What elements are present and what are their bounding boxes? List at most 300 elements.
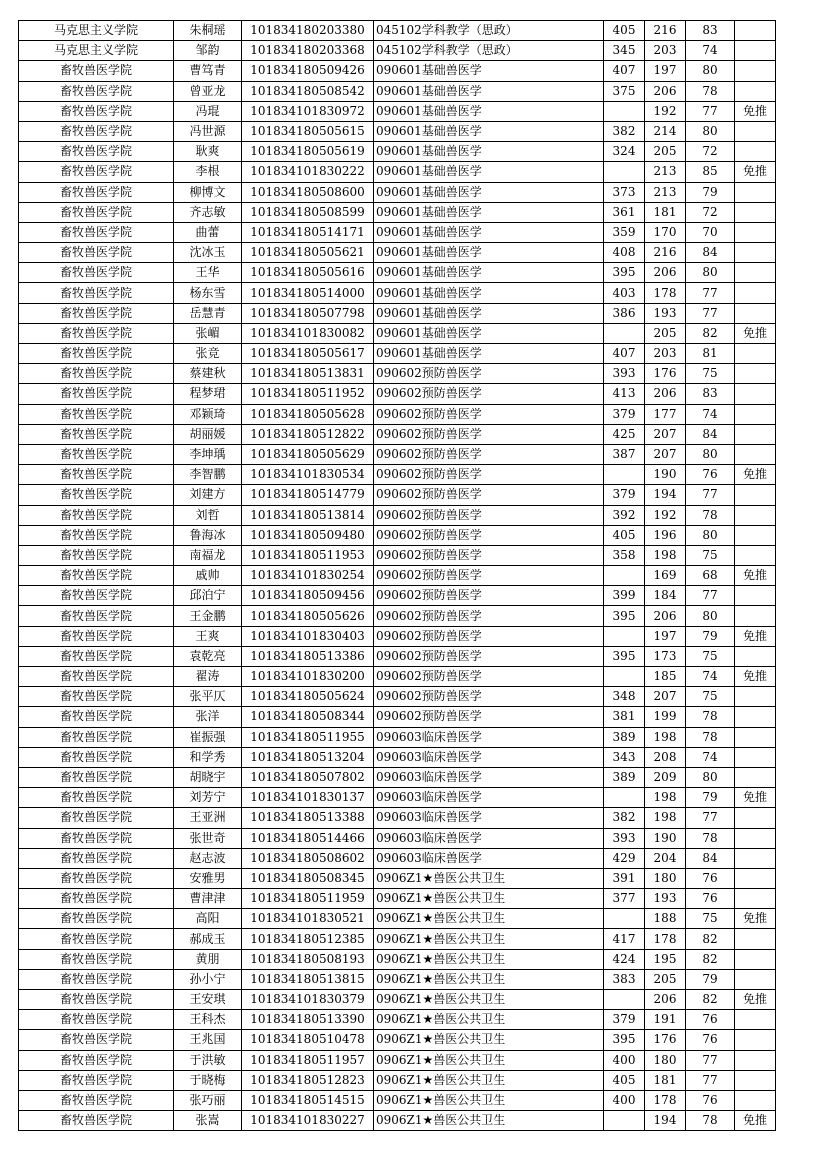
total-score-cell: 77 bbox=[686, 586, 735, 606]
table-row bbox=[19, 222, 776, 242]
exam-id-cell: 101834180508193 bbox=[242, 949, 374, 969]
retest-score-cell: 208 bbox=[645, 747, 686, 767]
name-cell: 于晓梅 bbox=[174, 1070, 242, 1090]
note-cell bbox=[735, 364, 776, 384]
table-row bbox=[19, 767, 776, 787]
retest-score-cell: 206 bbox=[645, 990, 686, 1010]
initial-score-cell: 373 bbox=[604, 182, 645, 202]
exam-id-cell: 101834101830254 bbox=[242, 566, 374, 586]
table-row bbox=[19, 626, 776, 646]
note-cell bbox=[735, 21, 776, 41]
major-cell: 090601基础兽医学 bbox=[374, 263, 604, 283]
initial-score-cell: 389 bbox=[604, 727, 645, 747]
major-cell: 090602预防兽医学 bbox=[374, 384, 604, 404]
name-cell: 冯世源 bbox=[174, 121, 242, 141]
initial-score-cell: 413 bbox=[604, 384, 645, 404]
college-cell: 畜牧兽医学院 bbox=[19, 848, 174, 868]
table-row bbox=[19, 21, 776, 41]
name-cell: 翟涛 bbox=[174, 667, 242, 687]
total-score-cell: 79 bbox=[686, 969, 735, 989]
table-row bbox=[19, 323, 776, 343]
major-cell: 090601基础兽医学 bbox=[374, 222, 604, 242]
retest-score-cell: 194 bbox=[645, 485, 686, 505]
name-cell: 耿爽 bbox=[174, 142, 242, 162]
table-row bbox=[19, 61, 776, 81]
exam-id-cell: 101834180508602 bbox=[242, 848, 374, 868]
note-cell: 免推 bbox=[735, 1111, 776, 1131]
name-cell: 张洋 bbox=[174, 707, 242, 727]
college-cell: 畜牧兽医学院 bbox=[19, 1070, 174, 1090]
total-score-cell: 80 bbox=[686, 61, 735, 81]
exam-id-cell: 101834180505621 bbox=[242, 243, 374, 263]
exam-id-cell: 101834101830534 bbox=[242, 465, 374, 485]
college-cell: 畜牧兽医学院 bbox=[19, 182, 174, 202]
major-cell: 0906Z1★兽医公共卫生 bbox=[374, 929, 604, 949]
note-cell bbox=[735, 202, 776, 222]
total-score-cell: 79 bbox=[686, 182, 735, 202]
exam-id-cell: 101834101830403 bbox=[242, 626, 374, 646]
retest-score-cell: 214 bbox=[645, 121, 686, 141]
table-row bbox=[19, 545, 776, 565]
total-score-cell: 74 bbox=[686, 41, 735, 61]
initial-score-cell: 395 bbox=[604, 646, 645, 666]
name-cell: 赵志波 bbox=[174, 848, 242, 868]
table-row bbox=[19, 465, 776, 485]
initial-score-cell: 389 bbox=[604, 767, 645, 787]
initial-score-cell: 324 bbox=[604, 142, 645, 162]
retest-score-cell: 193 bbox=[645, 303, 686, 323]
college-cell: 畜牧兽医学院 bbox=[19, 707, 174, 727]
total-score-cell: 74 bbox=[686, 747, 735, 767]
total-score-cell: 70 bbox=[686, 222, 735, 242]
name-cell: 齐志敏 bbox=[174, 202, 242, 222]
retest-score-cell: 196 bbox=[645, 525, 686, 545]
initial-score-cell bbox=[604, 465, 645, 485]
total-score-cell: 77 bbox=[686, 485, 735, 505]
total-score-cell: 77 bbox=[686, 1070, 735, 1090]
major-cell: 0906Z1★兽医公共卫生 bbox=[374, 969, 604, 989]
retest-score-cell: 209 bbox=[645, 767, 686, 787]
retest-score-cell: 207 bbox=[645, 444, 686, 464]
total-score-cell: 76 bbox=[686, 1010, 735, 1030]
name-cell: 郝成玉 bbox=[174, 929, 242, 949]
total-score-cell: 75 bbox=[686, 687, 735, 707]
note-cell: 免推 bbox=[735, 465, 776, 485]
note-cell bbox=[735, 545, 776, 565]
total-score-cell: 80 bbox=[686, 525, 735, 545]
exam-id-cell: 101834180513386 bbox=[242, 646, 374, 666]
major-cell: 090602预防兽医学 bbox=[374, 404, 604, 424]
note-cell bbox=[735, 929, 776, 949]
college-cell: 畜牧兽医学院 bbox=[19, 909, 174, 929]
note-cell bbox=[735, 303, 776, 323]
note-cell: 免推 bbox=[735, 101, 776, 121]
major-cell: 090602预防兽医学 bbox=[374, 364, 604, 384]
note-cell: 免推 bbox=[735, 990, 776, 1010]
table-row bbox=[19, 505, 776, 525]
name-cell: 崔振强 bbox=[174, 727, 242, 747]
total-score-cell: 82 bbox=[686, 949, 735, 969]
major-cell: 045102学科教学（思政） bbox=[374, 41, 604, 61]
note-cell bbox=[735, 182, 776, 202]
initial-score-cell bbox=[604, 323, 645, 343]
major-cell: 090603临床兽医学 bbox=[374, 788, 604, 808]
exam-id-cell: 101834180509426 bbox=[242, 61, 374, 81]
college-cell: 畜牧兽医学院 bbox=[19, 747, 174, 767]
name-cell: 南福龙 bbox=[174, 545, 242, 565]
name-cell: 王金鹏 bbox=[174, 606, 242, 626]
name-cell: 高阳 bbox=[174, 909, 242, 929]
college-cell: 畜牧兽医学院 bbox=[19, 424, 174, 444]
retest-score-cell: 169 bbox=[645, 566, 686, 586]
total-score-cell: 78 bbox=[686, 727, 735, 747]
major-cell: 090602预防兽医学 bbox=[374, 485, 604, 505]
name-cell: 王华 bbox=[174, 263, 242, 283]
name-cell: 张巧丽 bbox=[174, 1090, 242, 1110]
total-score-cell: 75 bbox=[686, 364, 735, 384]
note-cell: 免推 bbox=[735, 566, 776, 586]
table-row bbox=[19, 868, 776, 888]
table-row bbox=[19, 889, 776, 909]
exam-id-cell: 101834180512823 bbox=[242, 1070, 374, 1090]
retest-score-cell: 170 bbox=[645, 222, 686, 242]
exam-id-cell: 101834180511959 bbox=[242, 889, 374, 909]
initial-score-cell: 425 bbox=[604, 424, 645, 444]
college-cell: 畜牧兽医学院 bbox=[19, 566, 174, 586]
name-cell: 戚帅 bbox=[174, 566, 242, 586]
table-row bbox=[19, 667, 776, 687]
table-row bbox=[19, 747, 776, 767]
initial-score-cell bbox=[604, 667, 645, 687]
total-score-cell: 77 bbox=[686, 101, 735, 121]
retest-score-cell: 178 bbox=[645, 929, 686, 949]
initial-score-cell: 400 bbox=[604, 1090, 645, 1110]
initial-score-cell: 400 bbox=[604, 1050, 645, 1070]
retest-score-cell: 205 bbox=[645, 142, 686, 162]
retest-score-cell: 190 bbox=[645, 828, 686, 848]
initial-score-cell: 399 bbox=[604, 586, 645, 606]
name-cell: 张世奇 bbox=[174, 828, 242, 848]
college-cell: 畜牧兽医学院 bbox=[19, 828, 174, 848]
college-cell: 畜牧兽医学院 bbox=[19, 485, 174, 505]
table-row bbox=[19, 444, 776, 464]
exam-id-cell: 101834180514171 bbox=[242, 222, 374, 242]
college-cell: 畜牧兽医学院 bbox=[19, 465, 174, 485]
name-cell: 孙小宁 bbox=[174, 969, 242, 989]
college-cell: 畜牧兽医学院 bbox=[19, 626, 174, 646]
name-cell: 邱泊宁 bbox=[174, 586, 242, 606]
major-cell: 090601基础兽医学 bbox=[374, 344, 604, 364]
major-cell: 0906Z1★兽医公共卫生 bbox=[374, 1030, 604, 1050]
exam-id-cell: 101834180512822 bbox=[242, 424, 374, 444]
table-row bbox=[19, 263, 776, 283]
name-cell: 于洪敏 bbox=[174, 1050, 242, 1070]
total-score-cell: 76 bbox=[686, 465, 735, 485]
initial-score-cell: 392 bbox=[604, 505, 645, 525]
initial-score-cell bbox=[604, 1111, 645, 1131]
retest-score-cell: 194 bbox=[645, 1111, 686, 1131]
college-cell: 畜牧兽医学院 bbox=[19, 1111, 174, 1131]
retest-score-cell: 181 bbox=[645, 202, 686, 222]
total-score-cell: 78 bbox=[686, 505, 735, 525]
retest-score-cell: 191 bbox=[645, 1010, 686, 1030]
exam-id-cell: 101834180514779 bbox=[242, 485, 374, 505]
major-cell: 090601基础兽医学 bbox=[374, 303, 604, 323]
college-cell: 马克思主义学院 bbox=[19, 21, 174, 41]
note-cell bbox=[735, 485, 776, 505]
note-cell bbox=[735, 263, 776, 283]
retest-score-cell: 206 bbox=[645, 81, 686, 101]
major-cell: 090602预防兽医学 bbox=[374, 667, 604, 687]
retest-score-cell: 197 bbox=[645, 626, 686, 646]
table-row bbox=[19, 202, 776, 222]
college-cell: 畜牧兽医学院 bbox=[19, 990, 174, 1010]
table-row bbox=[19, 788, 776, 808]
table-row bbox=[19, 848, 776, 868]
initial-score-cell: 343 bbox=[604, 747, 645, 767]
total-score-cell: 76 bbox=[686, 1090, 735, 1110]
name-cell: 曲蕾 bbox=[174, 222, 242, 242]
college-cell: 畜牧兽医学院 bbox=[19, 222, 174, 242]
admission-results-table bbox=[18, 20, 776, 1131]
college-cell: 马克思主义学院 bbox=[19, 41, 174, 61]
college-cell: 畜牧兽医学院 bbox=[19, 81, 174, 101]
exam-id-cell: 101834180508600 bbox=[242, 182, 374, 202]
total-score-cell: 83 bbox=[686, 384, 735, 404]
table-row bbox=[19, 929, 776, 949]
initial-score-cell: 429 bbox=[604, 848, 645, 868]
retest-score-cell: 188 bbox=[645, 909, 686, 929]
note-cell bbox=[735, 243, 776, 263]
note-cell bbox=[735, 767, 776, 787]
major-cell: 090602预防兽医学 bbox=[374, 465, 604, 485]
total-score-cell: 80 bbox=[686, 767, 735, 787]
note-cell bbox=[735, 747, 776, 767]
retest-score-cell: 178 bbox=[645, 1090, 686, 1110]
table-row bbox=[19, 1111, 776, 1131]
exam-id-cell: 101834180508345 bbox=[242, 868, 374, 888]
exam-id-cell: 101834180513814 bbox=[242, 505, 374, 525]
exam-id-cell: 101834180509456 bbox=[242, 586, 374, 606]
note-cell bbox=[735, 949, 776, 969]
major-cell: 090602预防兽医学 bbox=[374, 646, 604, 666]
initial-score-cell: 361 bbox=[604, 202, 645, 222]
table-row bbox=[19, 1030, 776, 1050]
college-cell: 畜牧兽医学院 bbox=[19, 586, 174, 606]
name-cell: 胡晓宇 bbox=[174, 767, 242, 787]
major-cell: 0906Z1★兽医公共卫生 bbox=[374, 949, 604, 969]
note-cell: 免推 bbox=[735, 162, 776, 182]
total-score-cell: 77 bbox=[686, 283, 735, 303]
retest-score-cell: 192 bbox=[645, 101, 686, 121]
table-row bbox=[19, 828, 776, 848]
total-score-cell: 84 bbox=[686, 848, 735, 868]
college-cell: 畜牧兽医学院 bbox=[19, 243, 174, 263]
note-cell bbox=[735, 969, 776, 989]
total-score-cell: 81 bbox=[686, 344, 735, 364]
major-cell: 090601基础兽医学 bbox=[374, 81, 604, 101]
table-row bbox=[19, 727, 776, 747]
initial-score-cell bbox=[604, 788, 645, 808]
initial-score-cell: 407 bbox=[604, 61, 645, 81]
college-cell: 畜牧兽医学院 bbox=[19, 142, 174, 162]
initial-score-cell: 382 bbox=[604, 808, 645, 828]
name-cell: 曾亚龙 bbox=[174, 81, 242, 101]
total-score-cell: 75 bbox=[686, 545, 735, 565]
exam-id-cell: 101834180203380 bbox=[242, 21, 374, 41]
major-cell: 090601基础兽医学 bbox=[374, 243, 604, 263]
note-cell: 免推 bbox=[735, 788, 776, 808]
college-cell: 畜牧兽医学院 bbox=[19, 101, 174, 121]
total-score-cell: 72 bbox=[686, 142, 735, 162]
total-score-cell: 78 bbox=[686, 81, 735, 101]
college-cell: 畜牧兽医学院 bbox=[19, 545, 174, 565]
total-score-cell: 85 bbox=[686, 162, 735, 182]
initial-score-cell: 393 bbox=[604, 828, 645, 848]
exam-id-cell: 101834180511957 bbox=[242, 1050, 374, 1070]
table-row bbox=[19, 606, 776, 626]
college-cell: 畜牧兽医学院 bbox=[19, 202, 174, 222]
college-cell: 畜牧兽医学院 bbox=[19, 384, 174, 404]
initial-score-cell: 359 bbox=[604, 222, 645, 242]
table-row bbox=[19, 687, 776, 707]
major-cell: 090602预防兽医学 bbox=[374, 424, 604, 444]
retest-score-cell: 204 bbox=[645, 848, 686, 868]
table-row bbox=[19, 243, 776, 263]
total-score-cell: 77 bbox=[686, 303, 735, 323]
college-cell: 畜牧兽医学院 bbox=[19, 444, 174, 464]
retest-score-cell: 190 bbox=[645, 465, 686, 485]
college-cell: 畜牧兽医学院 bbox=[19, 525, 174, 545]
college-cell: 畜牧兽医学院 bbox=[19, 667, 174, 687]
name-cell: 王安琪 bbox=[174, 990, 242, 1010]
major-cell: 090602预防兽医学 bbox=[374, 606, 604, 626]
table-row bbox=[19, 101, 776, 121]
retest-score-cell: 176 bbox=[645, 1030, 686, 1050]
note-cell bbox=[735, 41, 776, 61]
college-cell: 畜牧兽医学院 bbox=[19, 687, 174, 707]
note-cell bbox=[735, 889, 776, 909]
exam-id-cell: 101834180514466 bbox=[242, 828, 374, 848]
initial-score-cell: 379 bbox=[604, 485, 645, 505]
exam-id-cell: 101834180505619 bbox=[242, 142, 374, 162]
exam-id-cell: 101834180514515 bbox=[242, 1090, 374, 1110]
retest-score-cell: 180 bbox=[645, 868, 686, 888]
initial-score-cell: 377 bbox=[604, 889, 645, 909]
major-cell: 090603临床兽医学 bbox=[374, 808, 604, 828]
table-row bbox=[19, 485, 776, 505]
total-score-cell: 79 bbox=[686, 626, 735, 646]
name-cell: 张平仄 bbox=[174, 687, 242, 707]
retest-score-cell: 197 bbox=[645, 61, 686, 81]
major-cell: 090601基础兽医学 bbox=[374, 323, 604, 343]
exam-id-cell: 101834101830521 bbox=[242, 909, 374, 929]
retest-score-cell: 213 bbox=[645, 182, 686, 202]
note-cell bbox=[735, 525, 776, 545]
major-cell: 0906Z1★兽医公共卫生 bbox=[374, 1090, 604, 1110]
initial-score-cell bbox=[604, 101, 645, 121]
initial-score-cell: 405 bbox=[604, 525, 645, 545]
total-score-cell: 76 bbox=[686, 868, 735, 888]
initial-score-cell: 403 bbox=[604, 283, 645, 303]
exam-id-cell: 101834180505616 bbox=[242, 263, 374, 283]
total-score-cell: 78 bbox=[686, 828, 735, 848]
initial-score-cell bbox=[604, 909, 645, 929]
exam-id-cell: 101834180505626 bbox=[242, 606, 374, 626]
table-row bbox=[19, 121, 776, 141]
name-cell: 张竞 bbox=[174, 344, 242, 364]
initial-score-cell: 387 bbox=[604, 444, 645, 464]
initial-score-cell bbox=[604, 626, 645, 646]
note-cell bbox=[735, 1090, 776, 1110]
major-cell: 090602预防兽医学 bbox=[374, 687, 604, 707]
major-cell: 0906Z1★兽医公共卫生 bbox=[374, 909, 604, 929]
initial-score-cell: 405 bbox=[604, 1070, 645, 1090]
total-score-cell: 84 bbox=[686, 424, 735, 444]
total-score-cell: 68 bbox=[686, 566, 735, 586]
college-cell: 畜牧兽医学院 bbox=[19, 121, 174, 141]
note-cell bbox=[735, 687, 776, 707]
name-cell: 曹津津 bbox=[174, 889, 242, 909]
name-cell: 张嵩 bbox=[174, 1111, 242, 1131]
name-cell: 和学秀 bbox=[174, 747, 242, 767]
initial-score-cell: 424 bbox=[604, 949, 645, 969]
name-cell: 鲁海冰 bbox=[174, 525, 242, 545]
name-cell: 沈冰玉 bbox=[174, 243, 242, 263]
note-cell bbox=[735, 222, 776, 242]
table-row bbox=[19, 41, 776, 61]
initial-score-cell: 345 bbox=[604, 41, 645, 61]
retest-score-cell: 178 bbox=[645, 283, 686, 303]
exam-id-cell: 101834180505615 bbox=[242, 121, 374, 141]
exam-id-cell: 101834180510478 bbox=[242, 1030, 374, 1050]
major-cell: 090603临床兽医学 bbox=[374, 848, 604, 868]
name-cell: 杨东雪 bbox=[174, 283, 242, 303]
total-score-cell: 77 bbox=[686, 1050, 735, 1070]
retest-score-cell: 206 bbox=[645, 606, 686, 626]
name-cell: 邓颖琦 bbox=[174, 404, 242, 424]
total-score-cell: 82 bbox=[686, 929, 735, 949]
name-cell: 刘哲 bbox=[174, 505, 242, 525]
major-cell: 090603临床兽医学 bbox=[374, 767, 604, 787]
major-cell: 090602预防兽医学 bbox=[374, 505, 604, 525]
college-cell: 畜牧兽医学院 bbox=[19, 344, 174, 364]
name-cell: 李智鹏 bbox=[174, 465, 242, 485]
retest-score-cell: 198 bbox=[645, 545, 686, 565]
total-score-cell: 76 bbox=[686, 889, 735, 909]
name-cell: 朱桐瑶 bbox=[174, 21, 242, 41]
note-cell bbox=[735, 424, 776, 444]
college-cell: 畜牧兽医学院 bbox=[19, 364, 174, 384]
table-row bbox=[19, 1050, 776, 1070]
note-cell bbox=[735, 81, 776, 101]
college-cell: 畜牧兽医学院 bbox=[19, 1090, 174, 1110]
retest-score-cell: 193 bbox=[645, 889, 686, 909]
major-cell: 090603临床兽医学 bbox=[374, 727, 604, 747]
note-cell bbox=[735, 384, 776, 404]
exam-id-cell: 101834101830222 bbox=[242, 162, 374, 182]
table-row bbox=[19, 1070, 776, 1090]
college-cell: 畜牧兽医学院 bbox=[19, 404, 174, 424]
note-cell bbox=[735, 1050, 776, 1070]
major-cell: 090602预防兽医学 bbox=[374, 444, 604, 464]
note-cell bbox=[735, 808, 776, 828]
initial-score-cell: 375 bbox=[604, 81, 645, 101]
major-cell: 090601基础兽医学 bbox=[374, 202, 604, 222]
table-row bbox=[19, 303, 776, 323]
total-score-cell: 75 bbox=[686, 909, 735, 929]
note-cell bbox=[735, 121, 776, 141]
